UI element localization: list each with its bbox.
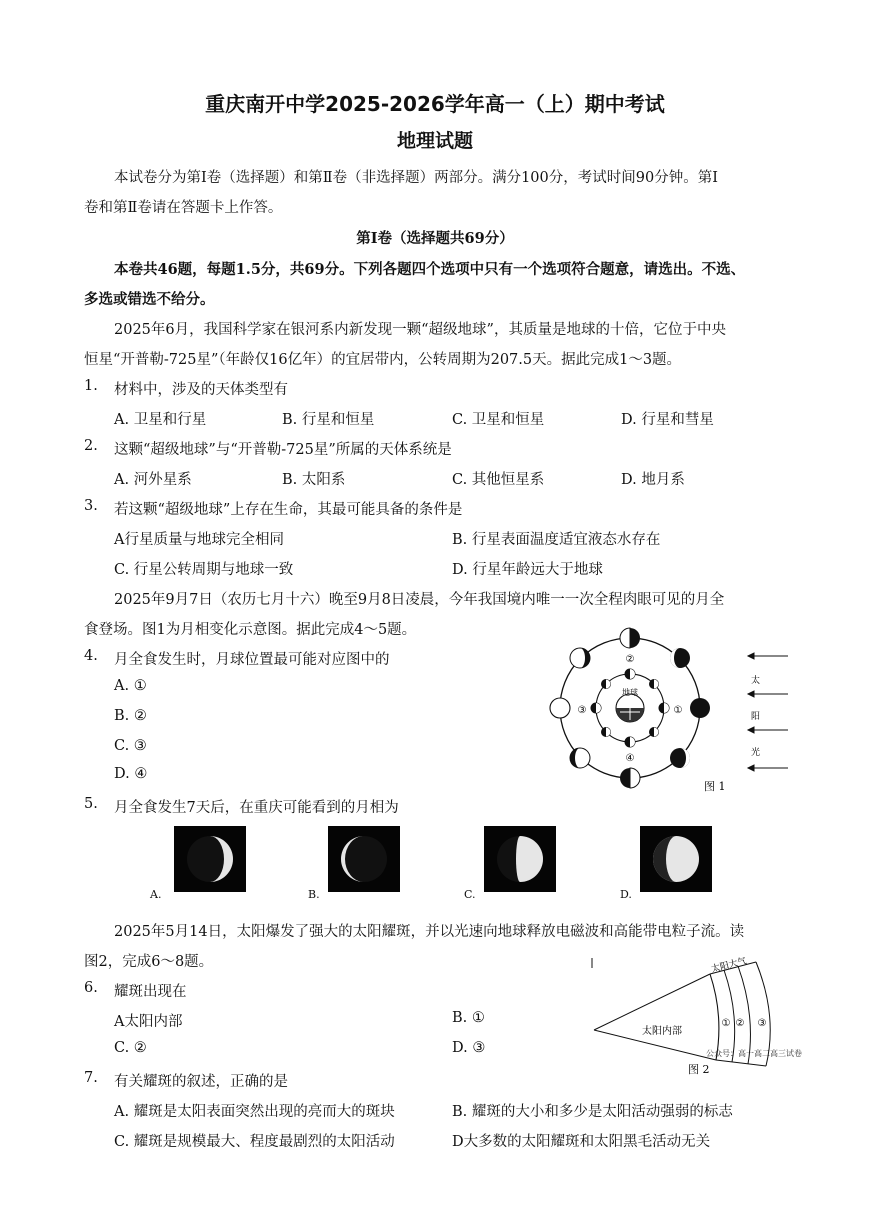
question-number: 6. xyxy=(84,980,98,996)
option-c: C. 其他恒星系 xyxy=(452,472,545,488)
option-c-label: C. xyxy=(464,888,476,901)
option-a: A. 耀斑是太阳表面突然出现的亮而大的斑块 xyxy=(114,1104,395,1120)
question-stem: 这颗“超级地球”与“开普勒-725星”所属的天体系统是 xyxy=(114,442,452,458)
question-stem: 有关耀斑的叙述，正确的是 xyxy=(114,1074,288,1090)
option-a-label: A. xyxy=(150,888,162,901)
option-b: B. 行星和恒星 xyxy=(282,412,375,428)
outer-moon-crescent xyxy=(670,648,690,668)
outer-moon-new xyxy=(690,698,710,718)
option-a: A. ① xyxy=(114,678,147,694)
question-stem: 月全食发生时，月球位置最可能对应图中的 xyxy=(114,652,390,668)
question-number: 5. xyxy=(84,796,98,812)
inner-moon xyxy=(659,703,669,713)
question-number: 3. xyxy=(84,498,98,514)
option-c: C. ② xyxy=(114,1040,147,1056)
position-label: ④ xyxy=(625,753,635,764)
outer-moon-crescent xyxy=(670,748,690,768)
sunlight-label: 太 xyxy=(751,676,761,686)
moon-thin-crescent-image xyxy=(328,826,400,892)
figure-caption: 图 1 xyxy=(704,780,726,793)
moon-gibbous-image xyxy=(640,826,712,892)
inner-moon xyxy=(591,703,601,713)
position-label: ① xyxy=(673,705,683,716)
option-d: D. 行星年龄远大于地球 xyxy=(452,562,603,578)
question-number: 7. xyxy=(84,1070,98,1086)
sun-atmosphere-label: 太阳大气 xyxy=(710,956,748,975)
question-number: 2. xyxy=(84,438,98,454)
question-number: 1. xyxy=(84,378,98,394)
sunlight-label: 光 xyxy=(751,748,761,758)
inner-moon xyxy=(650,728,659,737)
option-a: A太阳内部 xyxy=(114,1014,183,1030)
section-title: 第Ⅰ卷（选择题共69分） xyxy=(356,230,514,247)
solar-structure-diagram xyxy=(584,956,834,1078)
intro-line-1: 本试卷分为第Ⅰ卷（选择题）和第Ⅱ卷（非选择题）两部分。满分100分，考试时间90分钟。第Ⅰ xyxy=(114,170,718,186)
material1-line-2: 恒星“开普勒-725星”（年龄仅16亿年）的宜居带内，公转周期为207.5天。据此完成1～3题。 xyxy=(84,352,682,368)
material3-line-2: 图2，完成6～8题。 xyxy=(84,954,214,970)
sunlight-label: 阳 xyxy=(751,712,761,722)
option-a: A. 卫星和行星 xyxy=(114,412,207,428)
watermark-text: 公众号：高一高二高三试卷 xyxy=(706,1049,802,1058)
section-instructions-1: 本卷共46题，每题1.5分，共69分。下列各题四个选项中只有一个选项符合题意，请选出。不选、 xyxy=(114,261,746,278)
option-d-label: D. xyxy=(620,888,632,901)
option-d: D. ④ xyxy=(114,766,148,782)
moon-crescent-image xyxy=(174,826,246,892)
question-stem: 耀斑出现在 xyxy=(114,984,187,1000)
option-a: A行星质量与地球完全相同 xyxy=(114,532,284,548)
moon-photo-b xyxy=(328,826,400,892)
inner-moon xyxy=(650,680,659,689)
option-d: D. ③ xyxy=(452,1040,486,1056)
intro-line-2: 卷和第Ⅱ卷请在答题卡上作答。 xyxy=(84,200,283,216)
figure-caption: 图 2 xyxy=(688,1063,710,1076)
option-c: C. ③ xyxy=(114,738,147,754)
layer-label: ② xyxy=(735,1018,745,1029)
outer-moon-half xyxy=(620,768,640,788)
option-d: D. 地月系 xyxy=(621,472,685,488)
material1-line-1: 2025年6月，我国科学家在银河系内新发现一颗“超级地球”，其质量是地球的十倍，它位于中央 xyxy=(114,322,726,338)
exam-title: 重庆南开中学2025-2026学年高一（上）期中考试 xyxy=(205,92,665,116)
sun-interior-label: 太阳内部 xyxy=(642,1026,682,1037)
material2-line-2: 食登场。图1为月相变化示意图。据此完成4～5题。 xyxy=(84,622,417,638)
material2-line-1: 2025年9月7日（农历七月十六）晚至9月8日凌晨，今年我国境内唯一一次全程肉眼可见的月全 xyxy=(114,592,725,608)
question-stem: 材料中，涉及的天体类型有 xyxy=(114,382,288,398)
option-b: B. ① xyxy=(452,1010,485,1026)
inner-moon xyxy=(625,669,635,679)
option-b-label: B. xyxy=(308,888,320,901)
moon-phase-diagram xyxy=(540,618,800,796)
moon-photo-c xyxy=(484,826,556,892)
outer-moon-full xyxy=(550,698,570,718)
option-a: A. 河外星系 xyxy=(114,472,192,488)
question-stem: 月全食发生7天后，在重庆可能看到的月相为 xyxy=(114,800,399,816)
moon-photo-d xyxy=(640,826,712,892)
moon-photo-a xyxy=(174,826,246,892)
moon-gibbous-image xyxy=(484,826,556,892)
option-d: D. 行星和彗星 xyxy=(621,412,714,428)
question-number: 4. xyxy=(84,648,98,664)
option-d: D大多数的太阳耀斑和太阳黑毛活动无关 xyxy=(452,1134,711,1150)
earth-label: 地球 xyxy=(622,688,638,697)
question-stem: 若这颗“超级地球”上存在生命，其最可能具备的条件是 xyxy=(114,502,463,518)
option-c: C. 卫星和恒星 xyxy=(452,412,545,428)
outer-moon-gibbous xyxy=(570,748,590,768)
option-b: B. ② xyxy=(114,708,147,724)
option-c: C. 行星公转周期与地球一致 xyxy=(114,562,294,578)
inner-moon xyxy=(602,728,611,737)
option-b: B. 行星表面温度适宜液态水存在 xyxy=(452,532,661,548)
layer-label: ③ xyxy=(757,1018,767,1029)
layer-label: ① xyxy=(721,1018,731,1029)
inner-moon xyxy=(625,737,635,747)
option-b: B. 耀斑的大小和多少是太阳活动强弱的标志 xyxy=(452,1104,733,1120)
position-label: ③ xyxy=(577,705,587,716)
material3-line-1: 2025年5月14日，太阳爆发了强大的太阳耀斑，并以光速向地球释放电磁波和高能带电粒子流。读 xyxy=(114,924,745,940)
inner-moon xyxy=(602,680,611,689)
position-label: ② xyxy=(625,654,635,665)
outer-moon-gibbous xyxy=(570,648,590,668)
option-c: C. 耀斑是规模最大、程度最剧烈的太阳活动 xyxy=(114,1134,395,1150)
option-b: B. 太阳系 xyxy=(282,472,346,488)
exam-subtitle: 地理试题 xyxy=(396,130,473,152)
outer-moon-half xyxy=(620,628,640,648)
section-instructions-2: 多选或错选不给分。 xyxy=(84,291,215,308)
